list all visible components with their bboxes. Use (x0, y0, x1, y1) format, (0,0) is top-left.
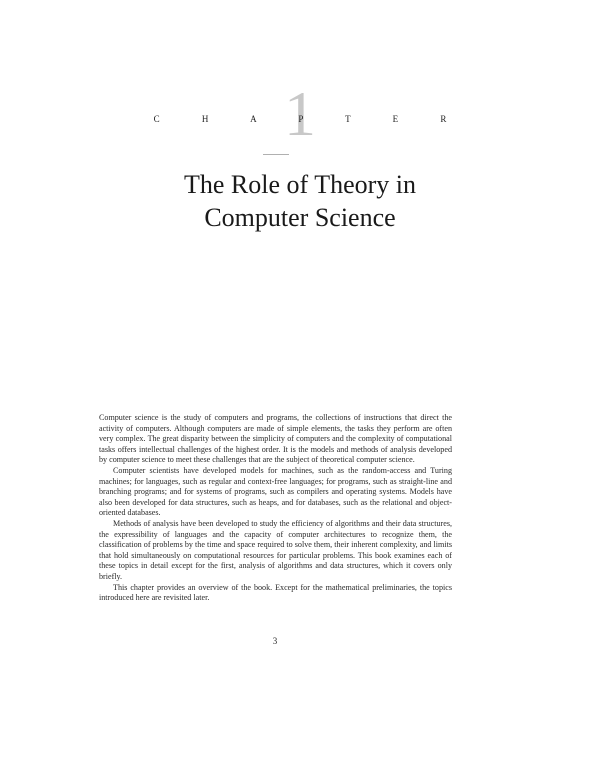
paragraph-3: Methods of analysis have been developed to study the efficiency of algorithms and their data structures, the expressibility of languages and the capacity of computer architectures to recognize them, the classification of problems by the time and space required to solve them, their inherent complexity, and limits that hold simultaneously on computational resources for particular problems. This book examines each of these topics in detail except for the first, analysis of algorithms and data structures, which it covers only briefly. (99, 518, 452, 581)
chapter-number: 1 (284, 78, 316, 149)
chapter-title (0, 168, 600, 234)
paragraph-1: Computer science is the study of computers and programs, the collections of instructions that direct the activity of computers. Although computers are made of simple elements, the tasks they perform are often very complex. The great disparity between the simplicity of computers and the complexity of computational tasks offers intellectual challenges of the highest order. It is the models and methods of analysis developed by computer science to meet these challenges that are the subject of theoretical computer science. (99, 413, 452, 465)
chapter-title-line-1: The Role of Theory in (183, 170, 417, 199)
paragraph-4: This chapter provides an overview of the book. Except for the mathematical preliminaries, the topics introduced here are revisited later. (99, 582, 452, 603)
chapter-heading-mark (0, 78, 600, 164)
page-number-footer (0, 636, 552, 646)
chapter-label: C H A P T E R (153, 114, 467, 124)
chapter-title-line-2: Computer Science (204, 203, 396, 232)
chapter-rule-divider (263, 154, 289, 155)
paragraph-2: Computer scientists have developed models for machines, such as the random-access and Turing machines; for languages, such as regular and context-free languages; for programs, such as straight-line and branching programs; and for systems of programs, such as compilers and operating systems. Models have also been developed for data structures, such as heaps, and for databases, such as the relational and object-oriented databases. (99, 465, 452, 518)
chapter-body-text (99, 413, 452, 604)
page-number: 3 (272, 636, 278, 646)
